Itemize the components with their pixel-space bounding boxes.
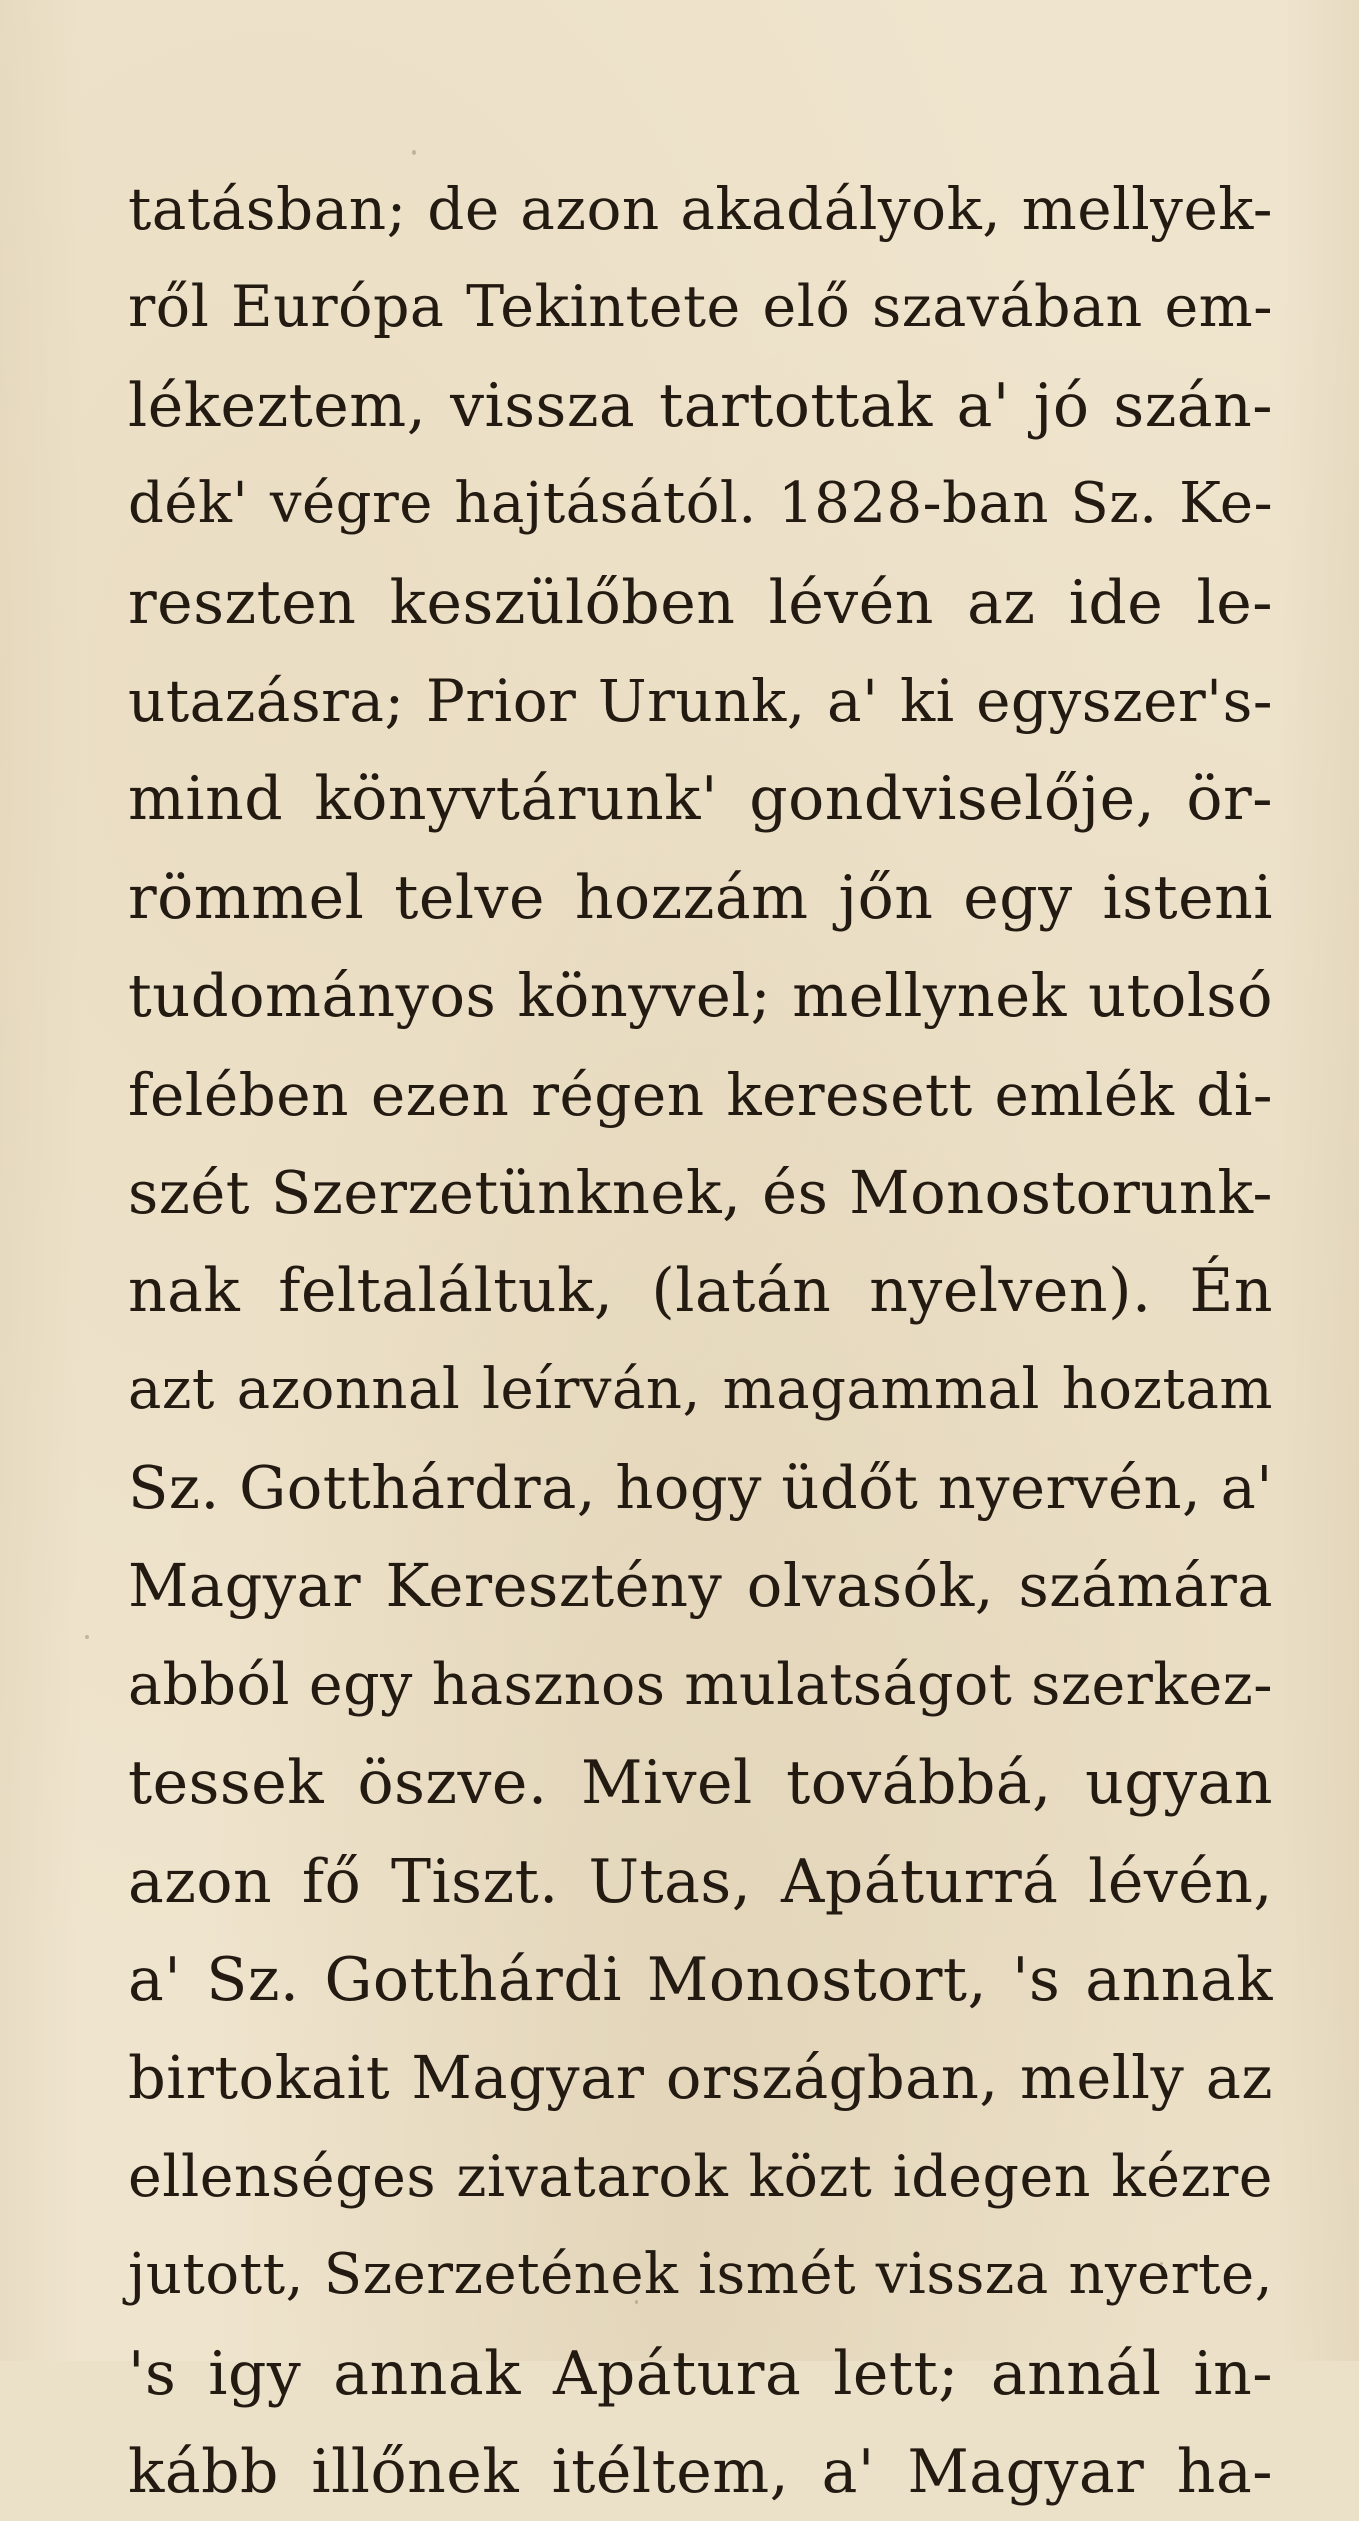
text-line: mind könyvtárunk' gondviselője, ör-	[128, 764, 1273, 835]
text-line: tessek öszve. Mivel továbbá, ugyan	[128, 1748, 1273, 1819]
text-line: azon fő Tiszt. Utas, Apáturrá lévén,	[128, 1846, 1273, 1917]
paper-speck	[412, 150, 416, 155]
body-text	[128, 160, 1273, 2521]
text-line: jutott, Szerzetének ismét vissza nyerte,	[128, 2242, 1273, 2308]
text-line: Magyar Keresztény olvasók, számára	[128, 1551, 1273, 1621]
text-line: szét Szerzetünknek, és Monostorunk-	[128, 1157, 1273, 1227]
text-line: felében ezen régen keresett emlék di-	[128, 1060, 1273, 1129]
text-line: römmel telve hozzám jőn egy isteni	[128, 862, 1273, 933]
text-line: tatásban; de azon akadályok, mellyek-	[128, 175, 1273, 243]
text-line: ről Európa Tekintete elő szavában em-	[128, 274, 1273, 341]
text-line: reszten keszülőben lévén az ide le-	[128, 567, 1273, 638]
text-line: a' Sz. Gotthárdi Monostort, 's annak	[128, 1945, 1273, 2016]
text-line: tudományos könyvel; mellynek utolsó	[128, 961, 1273, 1031]
text-line: abból egy hasznos mulatságot szerkez-	[128, 1651, 1273, 1718]
text-line: azt azonnal leírván, magammal hoztam	[128, 1356, 1273, 1422]
text-line: 's igy annak Apátura lett; annál in-	[128, 2338, 1273, 2409]
text-line: nak feltaláltuk, (latán nyelven). Én	[128, 1256, 1273, 1327]
text-line: Sz. Gotthárdra, hogy üdőt nyervén, a'	[128, 1453, 1273, 1523]
text-line: dék' végre hajtásától. 1828-ban Sz. Ke-	[128, 471, 1273, 537]
text-line: utazásra; Prior Urunk, a' ki egyszer's-	[128, 666, 1273, 735]
paper-speck	[85, 1635, 89, 1639]
text-line: kább illőnek itéltem, a' Magyar ha-	[128, 2436, 1273, 2507]
text-line: birtokait Magyar országban, melly az	[128, 2043, 1273, 2113]
text-line: ellenséges zivatarok közt idegen kézre	[128, 2143, 1273, 2210]
text-line: lékeztem, vissza tartottak a' jó szán-	[128, 370, 1273, 441]
